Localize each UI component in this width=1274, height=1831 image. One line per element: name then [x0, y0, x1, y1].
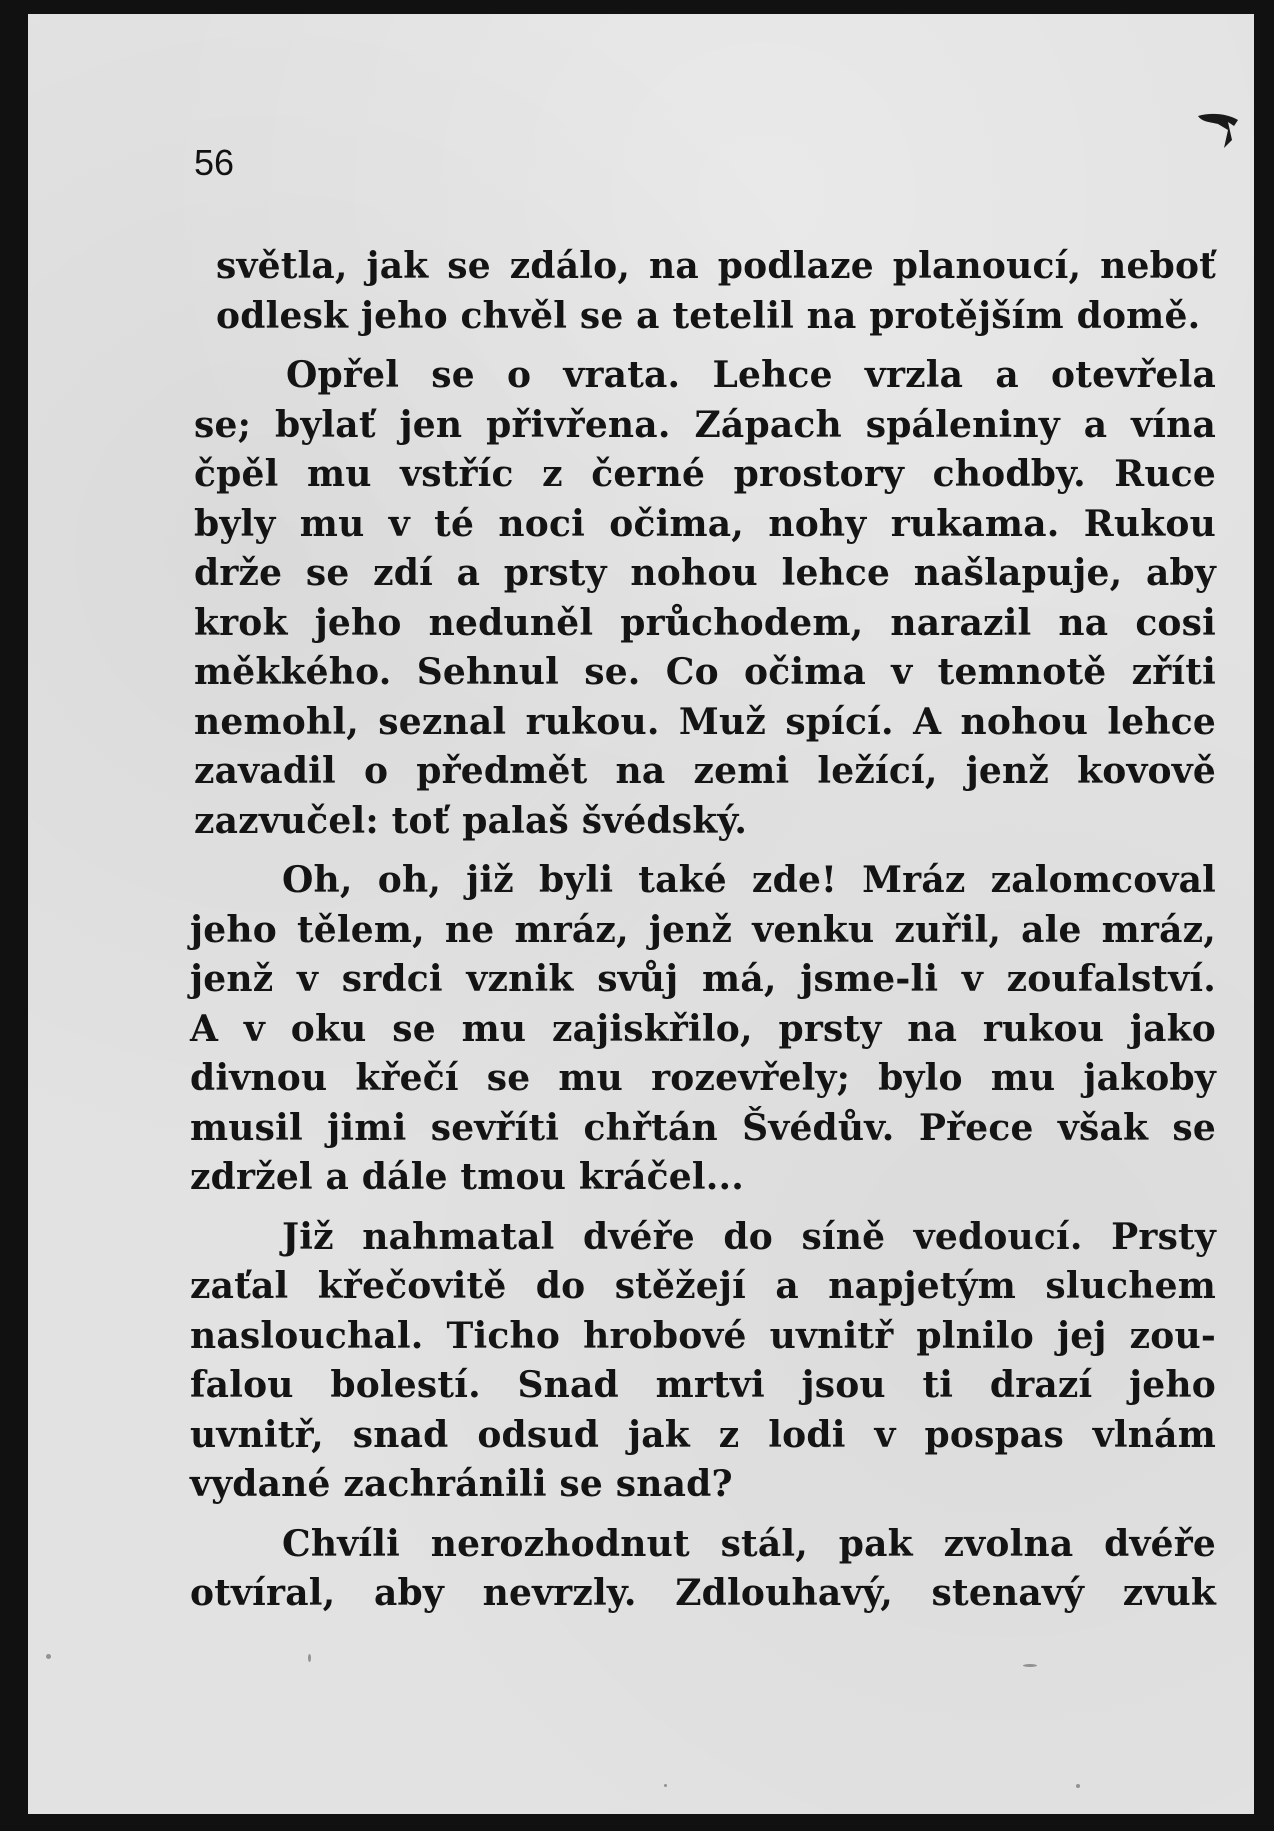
text-line: jeho tělem, ne mráz, jenž venku zuřil, ale mráz, — [190, 908, 1216, 951]
paper-speck — [664, 1784, 667, 1787]
text-line: divnou křečí se mu rozevřely; bylo mu jakoby — [190, 1057, 1216, 1099]
paper-speck — [308, 1654, 311, 1662]
text-line: falou bolestí. Snad mrtvi jsou ti drazí jeho — [190, 1364, 1216, 1406]
text-line: světla, jak se zdálo, na podlaze planoucí, neboť — [216, 245, 1216, 287]
text-line: drže se zdí a prsty nohou lehce našlapuje, aby — [194, 552, 1216, 594]
paper-speck — [1076, 1784, 1080, 1788]
text-line: jenž v srdci vznik svůj má, jsme-li v zoufalství. — [190, 958, 1216, 1000]
paragraph-1 — [216, 242, 1216, 341]
paragraph-5 — [190, 1520, 1216, 1619]
text-line: byly mu v té noci očima, nohy rukama. Rukou — [194, 502, 1216, 545]
book-page — [28, 14, 1254, 1814]
text-line: Chvíli nerozhodnut stál, pak zvolna dvéře — [282, 1522, 1216, 1565]
page-number: 56 — [194, 142, 235, 183]
text-line: Opřel se o vrata. Lehce vrzla a otevřela — [286, 354, 1216, 396]
paper-speck — [46, 1654, 51, 1659]
text-line: vydané zachránili se snad? — [190, 1463, 733, 1505]
text-line: odlesk jeho chvěl se a tetelil na protějším domě. — [216, 294, 1201, 337]
body-text — [190, 242, 1216, 1619]
paper-speck — [1023, 1664, 1037, 1667]
text-line: naslouchal. Ticho hrobové uvnitř plnilo jej zou- — [190, 1314, 1216, 1357]
paragraph-3 — [190, 856, 1216, 1203]
paragraph-4 — [190, 1213, 1216, 1510]
text-line: zazvučel: toť palaš švédský. — [194, 799, 748, 842]
text-line: Již nahmatal dvéře do síně vedoucí. Prsty — [282, 1215, 1216, 1258]
text-line: Oh, oh, již byli také zde! Mráz zalomcoval — [282, 859, 1216, 901]
text-line: nemohl, seznal rukou. Muž spící. A nohou lehce — [194, 700, 1216, 743]
text-line: zaťal křečovitě do stěžejí a napjetým sluchem — [190, 1265, 1216, 1307]
paragraph-2 — [194, 351, 1216, 846]
text-line: uvnitř, snad odsud jak z lodi v pospas vlnám — [190, 1413, 1216, 1456]
text-line: musil jimi sevříti chřtán Švédův. Přece však se — [190, 1106, 1216, 1149]
text-line: otvíral, aby nevrzly. Zdlouhavý, stenavý zvuk — [190, 1572, 1216, 1614]
text-line: měkkého. Sehnul se. Co očima v temnotě zříti — [194, 651, 1216, 693]
torn-corner-mark — [1188, 110, 1248, 170]
text-line: se; bylať jen přivřena. Zápach spáleniny a vína — [194, 403, 1216, 446]
text-line: krok jeho neduněl průchodem, narazil na cosi — [194, 601, 1216, 644]
text-line: čpěl mu vstříc z černé prostory chodby. Ruce — [194, 453, 1216, 495]
text-line: A v oku se mu zajiskřilo, prsty na rukou jako — [190, 1007, 1216, 1050]
text-line: zavadil o předmět na zemi ležící, jenž kovově — [194, 750, 1216, 792]
text-line: zdržel a dále tmou kráčel... — [190, 1156, 744, 1198]
